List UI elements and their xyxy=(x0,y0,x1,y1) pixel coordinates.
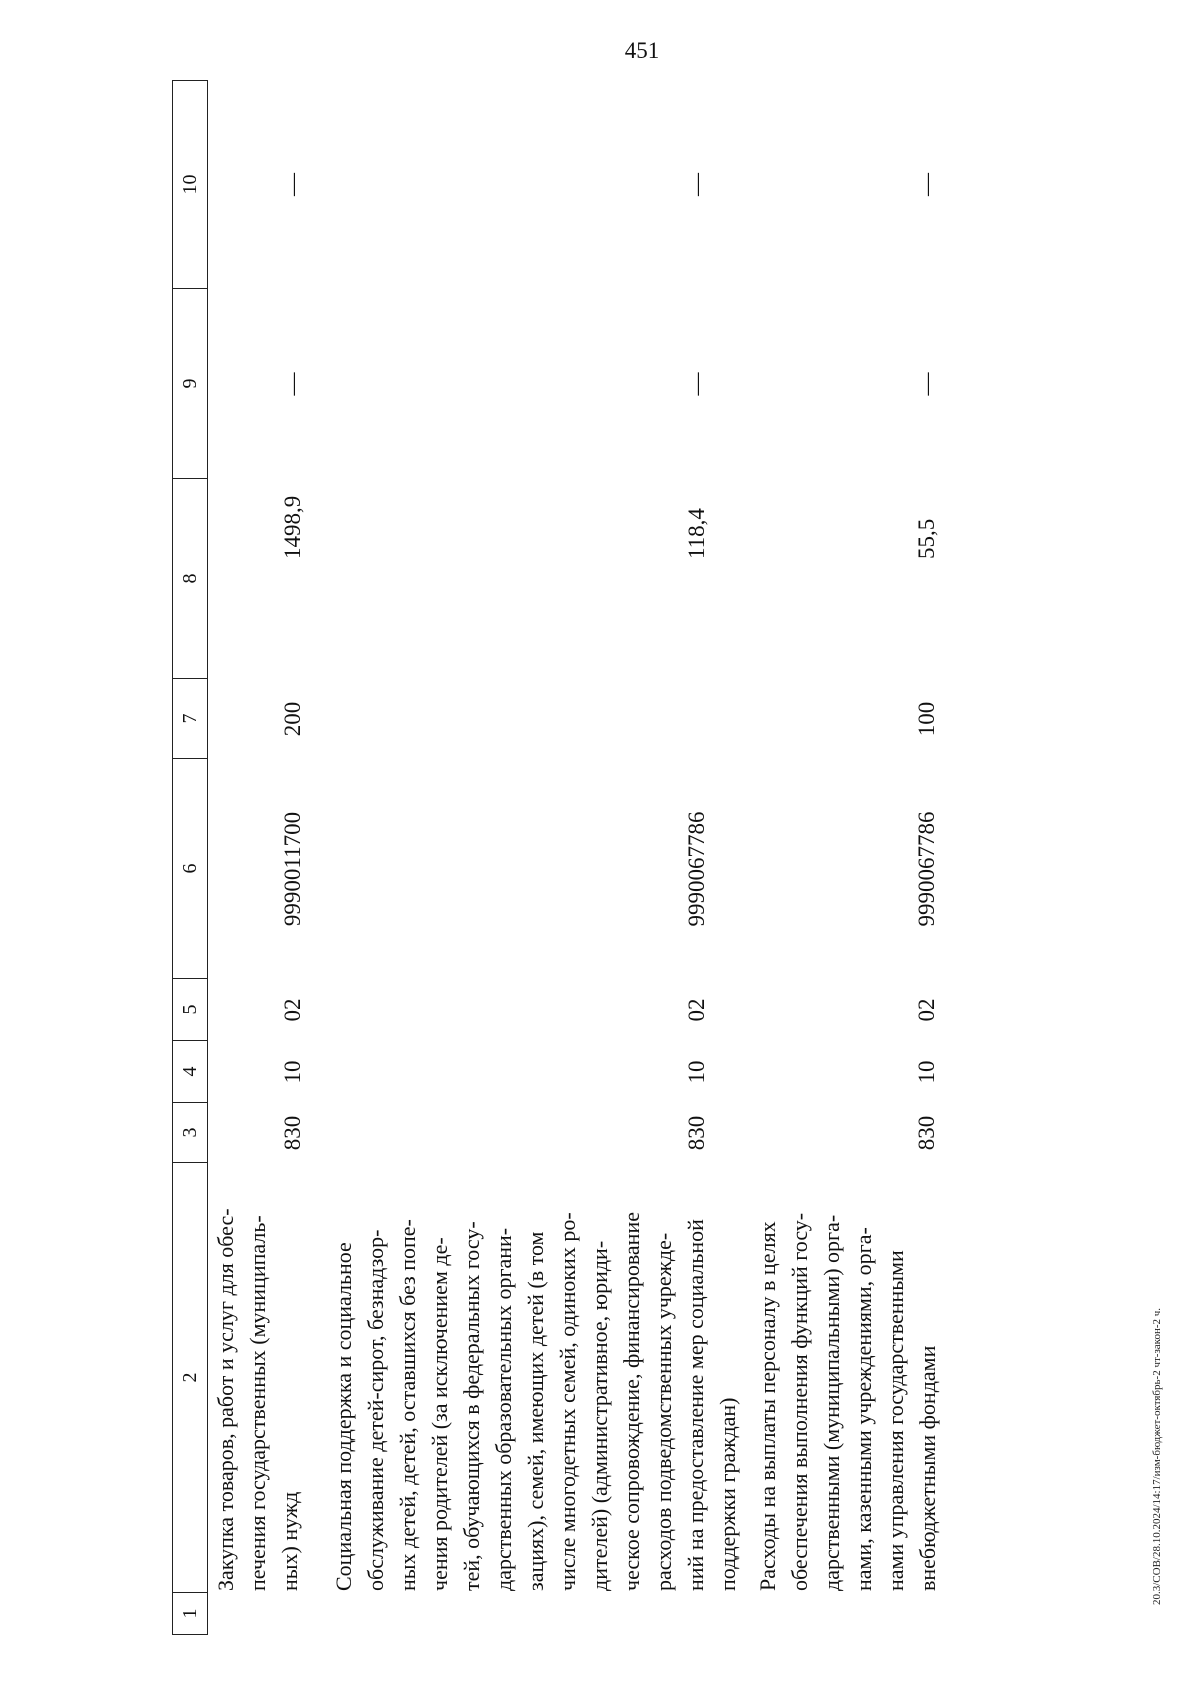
header-cell-3: 3 xyxy=(173,1103,207,1163)
header-cell-2: 2 xyxy=(173,1163,207,1593)
cell-col5: 02 xyxy=(280,998,305,1022)
cell-col7: 100 xyxy=(914,701,939,737)
cell-col8: 1498,9 xyxy=(280,495,305,559)
cell-col9: — xyxy=(914,372,939,396)
header-cell-4: 4 xyxy=(173,1041,207,1103)
page-number: 451 xyxy=(624,38,660,63)
header-cell-1: 1 xyxy=(173,1593,207,1635)
cell-col9: — xyxy=(684,372,709,396)
row-description: Расходы на выплаты персоналу в целях обеспечения выполнения функций госу- дарственными (муниципальными) орга- нами, казенными учреждениями, орга- нами управления государственными внебюджетными фондами xyxy=(755,1212,940,1591)
header-cell-5: 5 xyxy=(173,979,207,1041)
cell-col6: 9990011700 xyxy=(280,811,305,927)
footer-document-code: 20.3/СОВ/28.10.2024/14:17/изм-бюджет-октябрь-2 чт-закон-2 ч. xyxy=(1151,1307,1163,1605)
row-description: Социальная поддержка и социальное обслуживание детей-сирот, безнадзор- ных детей, детей, оставшихся без попе- чения родителей (за исключением де- тей, обучающихся в федеральных госу- дарственных образовательных органи- зациях), семей, имеющих детей (в том числе многодетных семей, одиноких ро- дителей) (административное, юриди- ческое сопровождение, финансирование расходов подведомственных учрежде- ний на предоставление мер социальной поддержки граждан) xyxy=(331,1212,740,1591)
header-cell-9: 9 xyxy=(173,289,207,479)
header-cell-6: 6 xyxy=(173,759,207,979)
header-cell-10: 10 xyxy=(173,80,207,289)
cell-col6: 9990067786 xyxy=(914,811,939,927)
cell-col9: — xyxy=(280,372,305,396)
cell-col7: 200 xyxy=(280,701,305,737)
cell-col10: — xyxy=(914,173,939,196)
row-description: Закупка товаров, работ и услуг для обес- печения государственных (муниципаль- ных) нужд xyxy=(213,1208,302,1591)
cell-col3: 830 xyxy=(914,1115,939,1151)
cell-col5: 02 xyxy=(914,998,939,1022)
table-header-row xyxy=(172,80,208,1635)
cell-col10: — xyxy=(684,173,709,196)
cell-col5: 02 xyxy=(684,998,709,1022)
cell-col4: 10 xyxy=(684,1060,709,1084)
cell-col3: 830 xyxy=(684,1115,709,1151)
header-cell-8: 8 xyxy=(173,479,207,679)
cell-col6: 9990067786 xyxy=(684,811,709,927)
header-cell-7: 7 xyxy=(173,679,207,759)
cell-col8: 55,5 xyxy=(914,518,939,559)
budget-table xyxy=(150,15,1180,1635)
cell-col4: 10 xyxy=(280,1060,305,1084)
cell-col10: — xyxy=(280,173,305,196)
cell-col3: 830 xyxy=(280,1115,305,1151)
cell-col4: 10 xyxy=(914,1060,939,1084)
cell-col8: 118,4 xyxy=(684,508,709,559)
